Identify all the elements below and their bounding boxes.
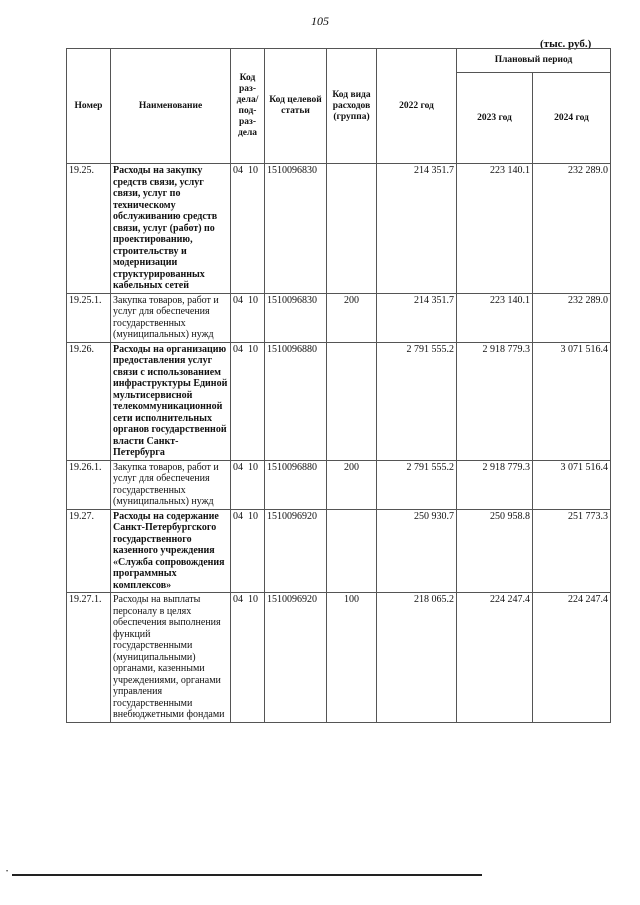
header-year-2024: 2024 год <box>533 73 611 164</box>
row-2022: 218 065.2 <box>377 593 457 723</box>
row-number: 19.27. <box>67 509 111 593</box>
header-number: Номер <box>67 49 111 164</box>
row-target-code: 1510096880 <box>265 342 327 460</box>
row-2024: 232 289.0 <box>533 293 611 342</box>
subsection: 10 <box>248 461 258 473</box>
header-name: Наименование <box>111 49 231 164</box>
row-expense-type <box>327 164 377 294</box>
row-2023: 223 140.1 <box>457 293 533 342</box>
row-target-code: 1510096880 <box>265 460 327 509</box>
row-2024: 251 773.3 <box>533 509 611 593</box>
row-name: Расходы на выплаты персоналу в целях обеспечения выполнения функций государственными (муниципальными) органами, казенными учреждениями, органами управления государственными внебюджетными фондами <box>111 593 231 723</box>
row-2024: 3 071 516.4 <box>533 342 611 460</box>
row-section-code <box>231 293 265 342</box>
table-row <box>67 164 611 294</box>
row-number: 19.27.1. <box>67 593 111 723</box>
row-2023: 2 918 779.3 <box>457 342 533 460</box>
subsection: 10 <box>248 594 258 605</box>
row-2023: 224 247.4 <box>457 593 533 723</box>
row-2024: 232 289.0 <box>533 164 611 294</box>
section: 04 <box>233 594 243 605</box>
row-number: 19.26.1. <box>67 460 111 509</box>
section: 04 <box>233 165 243 176</box>
subsection: 10 <box>248 510 258 522</box>
row-expense-type <box>327 509 377 593</box>
header-section-code: Код раз-дела/ под-раз-дела <box>231 49 265 164</box>
table-row <box>67 342 611 460</box>
row-number: 19.25. <box>67 164 111 294</box>
row-number: 19.25.1. <box>67 293 111 342</box>
table-row <box>67 593 611 723</box>
page-number: 105 <box>311 14 329 28</box>
row-section-code <box>231 509 265 593</box>
row-expense-type: 200 <box>327 293 377 342</box>
row-section-code <box>231 593 265 723</box>
row-section-code <box>231 342 265 460</box>
row-2022: 214 351.7 <box>377 164 457 294</box>
section: 04 <box>233 461 243 473</box>
subsection: 10 <box>248 343 258 355</box>
scan-mark: • <box>6 869 9 875</box>
table-body <box>67 164 611 723</box>
row-name: Расходы на организацию предоставления услуг связи с использованием инфраструктуры Единой мультисервисной телекоммуникационной сети исполнительных органов государственной власти Санкт-Петербурга <box>111 342 231 460</box>
row-name: Закупка товаров, работ и услуг для обеспечения государственных (муниципальных) нужд <box>111 293 231 342</box>
row-2023: 2 918 779.3 <box>457 460 533 509</box>
row-section-code <box>231 460 265 509</box>
units-label: (тыс. руб.) <box>540 38 592 50</box>
row-name: Закупка товаров, работ и услуг для обеспечения государственных (муниципальных) нужд <box>111 460 231 509</box>
row-2022: 214 351.7 <box>377 293 457 342</box>
row-2022: 2 791 555.2 <box>377 460 457 509</box>
subsection: 10 <box>248 165 258 176</box>
budget-table <box>66 48 611 723</box>
row-2022: 250 930.7 <box>377 509 457 593</box>
row-expense-type: 100 <box>327 593 377 723</box>
row-target-code: 1510096830 <box>265 293 327 342</box>
header-planned-period: Плановый период <box>457 49 611 73</box>
header-year-2023: 2023 год <box>457 73 533 164</box>
row-2023: 223 140.1 <box>457 164 533 294</box>
header-year-2022: 2022 год <box>377 49 457 164</box>
table-row <box>67 293 611 342</box>
row-section-code <box>231 164 265 294</box>
table-row <box>67 509 611 593</box>
row-target-code: 1510096920 <box>265 593 327 723</box>
row-target-code: 1510096920 <box>265 509 327 593</box>
header-target-code: Код целевой статьи <box>265 49 327 164</box>
row-2023: 250 958.8 <box>457 509 533 593</box>
section: 04 <box>233 510 243 522</box>
section: 04 <box>233 343 243 355</box>
row-expense-type: 200 <box>327 460 377 509</box>
row-expense-type <box>327 342 377 460</box>
section: 04 <box>233 294 243 306</box>
scan-edge-line <box>12 874 482 876</box>
row-number: 19.26. <box>67 342 111 460</box>
row-2022: 2 791 555.2 <box>377 342 457 460</box>
row-name: Расходы на закупку средств связи, услуг связи, услуг по техническому обслуживанию средств связи, услуг (работ) по проектированию, строительству и модернизации структурированных кабельных сетей <box>111 164 231 294</box>
table-row <box>67 460 611 509</box>
row-target-code: 1510096830 <box>265 164 327 294</box>
row-2024: 3 071 516.4 <box>533 460 611 509</box>
row-name: Расходы на содержание Санкт-Петербургского государственного казенного учреждения «Служба сопровождения программных комплексов» <box>111 509 231 593</box>
header-expense-type-code: Код вида расходов (группа) <box>327 49 377 164</box>
row-2024: 224 247.4 <box>533 593 611 723</box>
subsection: 10 <box>248 294 258 306</box>
